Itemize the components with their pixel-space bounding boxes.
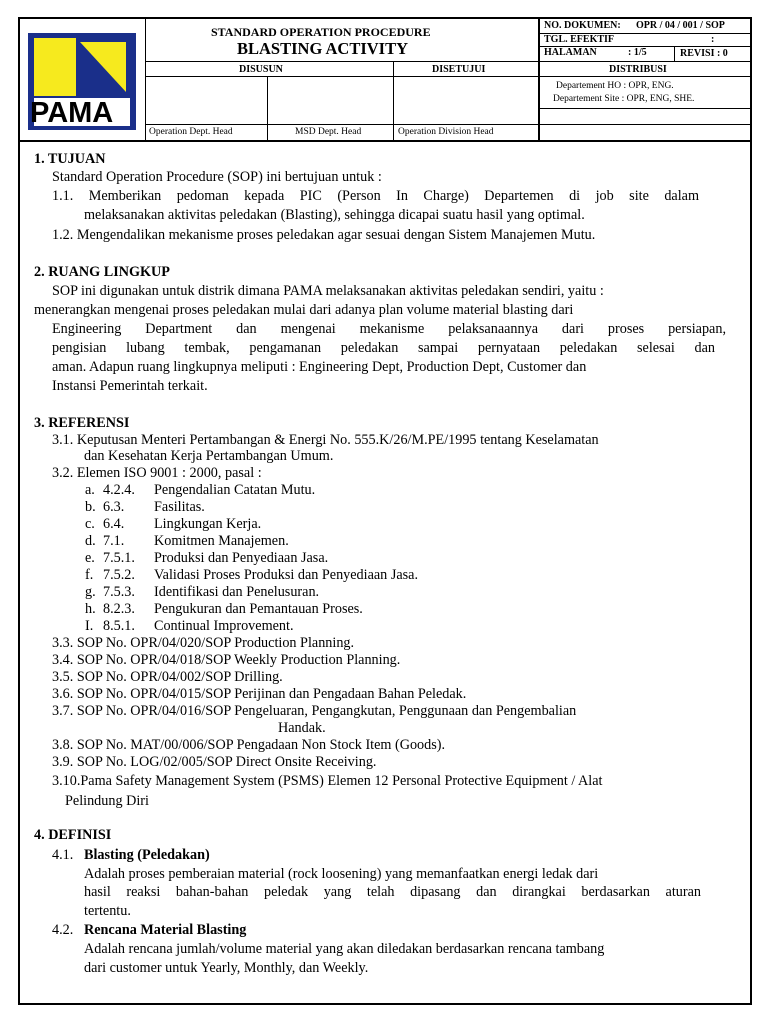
iso-item-letter: b. — [85, 499, 96, 515]
halaman-value: : 1/5 — [628, 47, 647, 58]
s3-item-9: 3.9. SOP No. LOG/02/005/SOP Direct Onsite Receiving. — [52, 754, 377, 770]
s1-item-1-line2: melaksanakan aktivitas peledakan (Blasting), sehingga dicapai suatu hasil yang optimal. — [84, 207, 585, 223]
distribusi-line — [540, 76, 752, 77]
section-2-title: 2. RUANG LINGKUP — [34, 264, 170, 280]
title-bottom-line — [145, 61, 752, 62]
iso-item-code: 8.5.1. — [103, 618, 135, 634]
halaman-label: HALAMAN — [544, 47, 597, 58]
sign-msd-dept-head: MSD Dept. Head — [295, 127, 362, 137]
s4-item-1-line1: Adalah proses pemberaian material (rock loosening) yang memanfaatkan energi ledak dari — [84, 866, 599, 882]
iso-item-code: 6.3. — [103, 499, 125, 515]
s2-line4: pengisian lubang tembak, pengamanan peledakan sampai pernyataan peledakan selesai dan — [52, 340, 715, 356]
iso-item-code: 7.5.1. — [103, 550, 135, 566]
iso-item-text: Komitmen Manajemen. — [154, 533, 289, 549]
s2-line2: menerangkan mengenai proses peledakan mulai dari adanya plan volume material blasting dari — [34, 302, 574, 318]
s3-item-7-line1: 3.7. SOP No. OPR/04/016/SOP Pengeluaran, Pengangkutan, Penggunaan dan Pengembalian — [52, 703, 577, 719]
distribusi-label: DISTRIBUSI — [609, 64, 667, 75]
dist-line-3 — [540, 124, 752, 125]
s3-item-1-line1: 3.1. Keputusan Menteri Pertambangan & Energi No. 555.K/26/M.PE/1995 tentang Keselamatan — [52, 432, 599, 448]
s3-item-6: 3.6. SOP No. OPR/04/015/SOP Perijinan dan Pengadaan Bahan Peledak. — [52, 686, 467, 702]
s1-intro: Standard Operation Procedure (SOP) ini bertujuan untuk : — [52, 169, 382, 185]
iso-item-text: Pengukuran dan Pemantauan Proses. — [154, 601, 363, 617]
section-1-title: 1. TUJUAN — [34, 151, 106, 167]
iso-item-letter: f. — [85, 567, 94, 583]
revisi-divider — [674, 46, 675, 61]
s1-item-2: 1.2. Mengendalikan mekanisme proses peledakan agar sesuai dengan Sistem Manajemen Mutu. — [52, 227, 596, 243]
logo-divider — [145, 17, 146, 141]
iso-item-code: 8.2.3. — [103, 601, 135, 617]
iso-item-code: 4.2.4. — [103, 482, 135, 498]
iso-item-letter: I. — [85, 618, 94, 634]
section-3-title: 3. REFERENSI — [34, 415, 130, 431]
iso-item-code: 7.1. — [103, 533, 125, 549]
disusun-row-line — [145, 76, 538, 77]
logo-text: PAMA — [30, 97, 114, 129]
disetujui-divider — [393, 61, 394, 141]
iso-item-text: Pengendalian Catatan Mutu. — [154, 482, 316, 498]
s3-item-10-line2: Pelindung Diri — [65, 793, 149, 809]
s3-item-10-line1: 3.10.Pama Safety Management System (PSMS) Elemen 12 Personal Protective Equipment / Alat — [52, 773, 603, 789]
iso-item-letter: a. — [85, 482, 95, 498]
disetujui-label: DISETUJUI — [432, 64, 486, 75]
sop-title-line1: STANDARD OPERATION PROCEDURE — [211, 25, 431, 39]
disusun-label: DISUSUN — [239, 64, 283, 75]
doc-no-label: NO. DOKUMEN: — [544, 20, 621, 31]
section-4-title: 4. DEFINISI — [34, 827, 112, 843]
iso-item-letter: e. — [85, 550, 95, 566]
s3-item-1-line2: dan Kesehatan Kerja Pertambangan Umum. — [84, 448, 334, 464]
s3-item-3: 3.3. SOP No. OPR/04/020/SOP Production Planning. — [52, 635, 355, 651]
s4-item-1-number: 4.1. — [52, 847, 74, 863]
revisi-label: REVISI : 0 — [680, 48, 728, 59]
sign-row-line — [145, 124, 538, 125]
distribusi-site: Departement Site : OPR, ENG, SHE. — [553, 94, 695, 104]
s3-item-4: 3.4. SOP No. OPR/04/018/SOP Weekly Production Planning. — [52, 652, 401, 668]
iso-item-text: Validasi Proses Produksi dan Penyediaan Jasa. — [154, 567, 419, 583]
iso-item-letter: g. — [85, 584, 96, 600]
s4-item-1-line3: tertentu. — [84, 903, 131, 919]
sign-divider-1 — [267, 76, 268, 141]
sign-operation-division-head: Operation Division Head — [398, 127, 494, 137]
dist-line-2 — [540, 108, 752, 109]
header-bottom-line — [18, 140, 752, 142]
s4-item-2-line2: dari customer untuk Yearly, Monthly, dan Weekly. — [84, 960, 369, 976]
right-divider — [538, 17, 540, 141]
sign-operation-dept-head: Operation Dept. Head — [149, 127, 233, 137]
s1-item-1-line1: 1.1. Memberikan pedoman kepada PIC (Person In Charge) Departemen di job site dalam — [52, 188, 699, 204]
s3-item-7-line2: Handak. — [278, 720, 326, 736]
sop-title-line2: BLASTING ACTIVITY — [237, 39, 409, 58]
pama-logo — [28, 33, 136, 130]
tgl-value: : — [711, 34, 715, 45]
iso-item-text: Identifikasi dan Penelusuran. — [154, 584, 320, 600]
s2-line5: aman. Adapun ruang lingkupnya meliputi : Engineering Dept, Production Dept, Customer dan — [52, 359, 587, 375]
iso-item-letter: d. — [85, 533, 96, 549]
iso-item-code: 6.4. — [103, 516, 125, 532]
iso-item-letter: h. — [85, 601, 96, 617]
s2-line6: Instansi Pemerintah terkait. — [52, 378, 208, 394]
s2-line3: Engineering Department dan mengenai mekanisme pelaksanaannya dari proses persiapan, — [52, 321, 726, 337]
s3-item-2: 3.2. Elemen ISO 9001 : 2000, pasal : — [52, 465, 262, 481]
s3-item-8: 3.8. SOP No. MAT/00/006/SOP Pengadaan Non Stock Item (Goods). — [52, 737, 446, 753]
distribusi-ho: Departement HO : OPR, ENG. — [556, 81, 674, 91]
s4-item-2-title: Rencana Material Blasting — [84, 922, 247, 938]
iso-item-text: Lingkungan Kerja. — [154, 516, 262, 532]
s4-item-1-title: Blasting (Peledakan) — [84, 847, 210, 863]
iso-item-text: Continual Improvement. — [154, 618, 294, 634]
s4-item-1-line2: hasil reaksi bahan-bahan peledak yang telah dipasang dan dirangkai berdasarkan aturan — [84, 884, 701, 900]
iso-item-code: 7.5.3. — [103, 584, 135, 600]
s4-item-2-number: 4.2. — [52, 922, 74, 938]
doc-no-value: OPR / 04 / 001 / SOP — [636, 20, 725, 31]
tgl-label: TGL. EFEKTIF — [544, 34, 615, 45]
iso-item-text: Fasilitas. — [154, 499, 205, 515]
s4-item-2-line1: Adalah rencana jumlah/volume material yang akan diledakan berdasarkan rencana tambang — [84, 941, 605, 957]
s2-line1: SOP ini digunakan untuk distrik dimana PAMA melaksanakan aktivitas peledakan sendiri, yaitu : — [52, 283, 604, 299]
iso-item-text: Produksi dan Penyediaan Jasa. — [154, 550, 329, 566]
iso-item-code: 7.5.2. — [103, 567, 135, 583]
s3-item-5: 3.5. SOP No. OPR/04/002/SOP Drilling. — [52, 669, 283, 685]
iso-item-letter: c. — [85, 516, 95, 532]
